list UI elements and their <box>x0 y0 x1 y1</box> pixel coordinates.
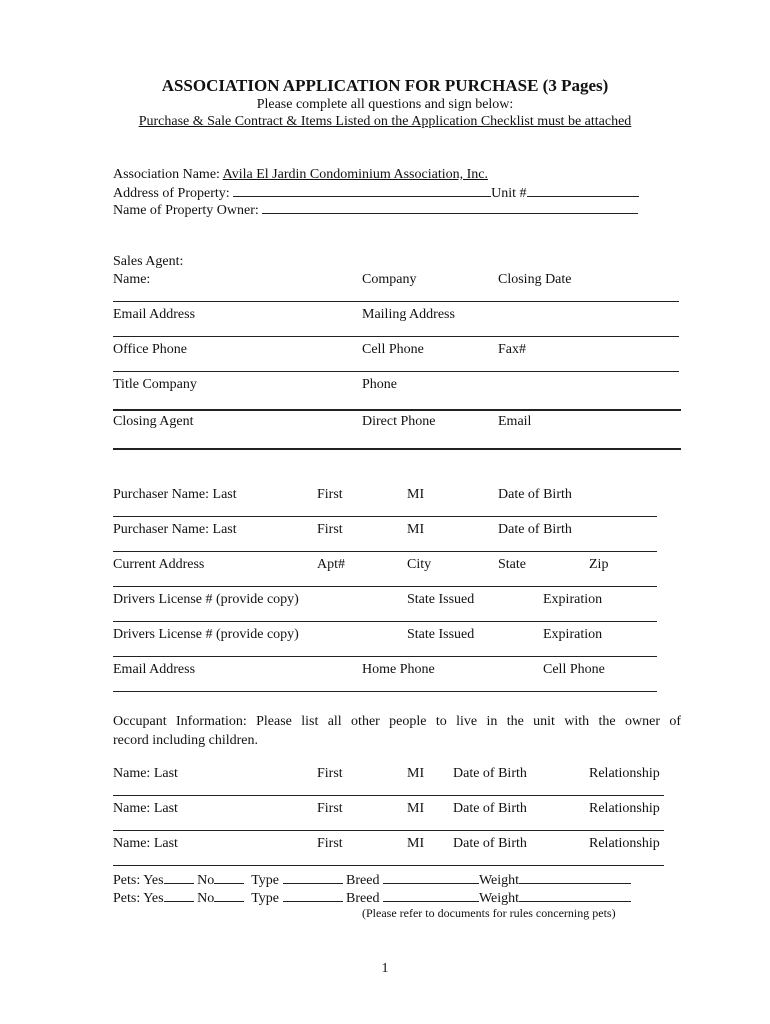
property-owner-line <box>113 200 638 219</box>
agent-office-phone-label: Office Phone <box>113 342 187 357</box>
unit-label: Unit # <box>491 186 527 201</box>
purchaser-1-last-label: Purchaser Name: Last <box>113 487 237 502</box>
occupant-intro <box>113 712 681 750</box>
purchaser-1-dob-label: Date of Birth <box>498 487 572 502</box>
occupant-3-last-label: Name: Last <box>113 836 178 851</box>
pets-2-breed-field[interactable] <box>383 888 479 902</box>
pets-2-weight-label: Weight <box>478 891 520 906</box>
pets-2-no-label: No <box>197 891 215 906</box>
pets-1-weight-label: Weight <box>478 873 520 888</box>
association-name-value: Avila El Jardin Condominium Association, Inc. <box>222 167 488 182</box>
closing-agent-direct-phone-label: Direct Phone <box>362 414 436 429</box>
pets-2-yes-field[interactable] <box>164 888 194 902</box>
agent-fax-label: Fax# <box>498 342 526 357</box>
occupant-3-relationship-label: Relationship <box>589 836 660 851</box>
pets-1-no-field[interactable] <box>214 870 244 884</box>
purchaser-1-mi-label: MI <box>407 487 425 502</box>
attachment-notice: Purchase & Sale Contract & Items Listed on the Application Checklist must be attached <box>138 114 632 129</box>
drivers-license-2-expiration-label: Expiration <box>543 627 603 642</box>
occupant-intro-line-2: record including children. <box>113 733 259 748</box>
occupant-row-1-line[interactable] <box>113 795 664 796</box>
pets-row-1 <box>113 870 631 889</box>
sales-agent-heading: Sales Agent: <box>113 254 184 269</box>
purchaser-row-3-line[interactable] <box>113 586 657 587</box>
occupant-3-first-label: First <box>317 836 343 851</box>
pets-2-no-field[interactable] <box>214 888 244 902</box>
occupant-1-dob-label: Date of Birth <box>453 766 527 781</box>
agent-mailing-address-label: Mailing Address <box>362 307 455 322</box>
pets-2-type-label: Type <box>251 891 280 906</box>
pets-2-yes-label: Pets: Yes <box>113 891 164 906</box>
occupant-1-relationship-label: Relationship <box>589 766 660 781</box>
purchaser-2-last-label: Purchaser Name: Last <box>113 522 237 537</box>
drivers-license-2-state-label: State Issued <box>407 627 475 642</box>
property-owner-field[interactable] <box>262 200 638 214</box>
occupant-1-mi-label: MI <box>407 766 425 781</box>
property-owner-label: Name of Property Owner: <box>113 203 259 218</box>
agent-row-4-line[interactable] <box>113 409 681 411</box>
pets-1-no-label: No <box>197 873 215 888</box>
current-address-label: Current Address <box>113 557 205 572</box>
association-name-label: Association Name: <box>113 167 220 182</box>
purchaser-home-phone-label: Home Phone <box>362 662 435 677</box>
association-name-line <box>113 166 488 183</box>
occupant-row-2-line[interactable] <box>113 830 664 831</box>
title-company-label: Title Company <box>113 377 197 392</box>
pets-2-breed-label: Breed <box>346 891 380 906</box>
occupant-3-mi-label: MI <box>407 836 425 851</box>
occupant-1-first-label: First <box>317 766 343 781</box>
purchaser-2-mi-label: MI <box>407 522 425 537</box>
state-label: State <box>498 557 526 572</box>
occupant-2-mi-label: MI <box>407 801 425 816</box>
drivers-license-2-label: Drivers License # (provide copy) <box>113 627 299 642</box>
pets-2-weight-field[interactable] <box>519 888 631 902</box>
pets-1-yes-field[interactable] <box>164 870 194 884</box>
agent-closing-date-label: Closing Date <box>498 272 572 287</box>
purchaser-cell-phone-label: Cell Phone <box>543 662 605 677</box>
pets-1-weight-field[interactable] <box>519 870 631 884</box>
closing-agent-label: Closing Agent <box>113 414 194 429</box>
pets-1-breed-field[interactable] <box>383 870 479 884</box>
agent-row-1-line[interactable] <box>113 301 679 302</box>
purchaser-2-first-label: First <box>317 522 343 537</box>
purchaser-row-2-line[interactable] <box>113 551 657 552</box>
agent-company-label: Company <box>362 272 417 287</box>
closing-agent-email-label: Email <box>498 414 532 429</box>
occupant-row-3-line[interactable] <box>113 865 664 866</box>
drivers-license-1-state-label: State Issued <box>407 592 475 607</box>
occupant-2-relationship-label: Relationship <box>589 801 660 816</box>
occupant-2-first-label: First <box>317 801 343 816</box>
occupant-3-dob-label: Date of Birth <box>453 836 527 851</box>
pets-2-type-field[interactable] <box>283 888 343 902</box>
occupant-2-last-label: Name: Last <box>113 801 178 816</box>
apt-label: Apt# <box>317 557 345 572</box>
agent-row-3-line[interactable] <box>113 371 679 372</box>
purchaser-row-4-line[interactable] <box>113 621 657 622</box>
agent-cell-phone-label: Cell Phone <box>362 342 424 357</box>
agent-row-5-line[interactable] <box>113 448 681 450</box>
agent-email-label: Email Address <box>113 307 196 322</box>
pets-1-type-field[interactable] <box>283 870 343 884</box>
pets-row-2 <box>113 888 631 907</box>
occupant-intro-line-1: Occupant Information: Please list all other people to live in the unit with the owner of <box>113 714 681 729</box>
agent-row-2-line[interactable] <box>113 336 679 337</box>
property-address-field[interactable] <box>233 183 491 197</box>
agent-name-label: Name: <box>113 272 151 287</box>
pets-rules-note: (Please refer to documents for rules concerning pets) <box>362 906 616 920</box>
property-address-label: Address of Property: <box>113 186 230 201</box>
title-company-phone-label: Phone <box>362 377 397 392</box>
purchaser-1-first-label: First <box>317 487 343 502</box>
occupant-1-last-label: Name: Last <box>113 766 178 781</box>
document-title: ASSOCIATION APPLICATION FOR PURCHASE (3 Pages) <box>161 76 609 95</box>
drivers-license-1-label: Drivers License # (provide copy) <box>113 592 299 607</box>
zip-label: Zip <box>589 557 609 572</box>
pets-1-type-label: Type <box>251 873 280 888</box>
page-number: 1 <box>381 961 389 976</box>
purchaser-row-6-line[interactable] <box>113 691 657 692</box>
purchaser-row-1-line[interactable] <box>113 516 657 517</box>
pets-1-breed-label: Breed <box>346 873 380 888</box>
purchaser-2-dob-label: Date of Birth <box>498 522 572 537</box>
document-subtitle: Please complete all questions and sign below: <box>256 97 514 112</box>
unit-field[interactable] <box>527 183 639 197</box>
pets-1-yes-label: Pets: Yes <box>113 873 164 888</box>
purchaser-row-5-line[interactable] <box>113 656 657 657</box>
occupant-2-dob-label: Date of Birth <box>453 801 527 816</box>
purchaser-email-label: Email Address <box>113 662 196 677</box>
city-label: City <box>407 557 432 572</box>
drivers-license-1-expiration-label: Expiration <box>543 592 603 607</box>
